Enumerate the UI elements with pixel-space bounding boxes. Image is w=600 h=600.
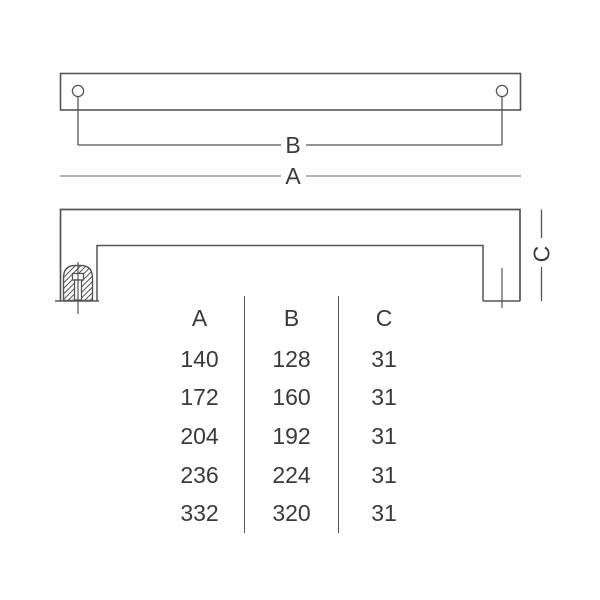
handle-inner-contour <box>97 246 483 302</box>
table-header-a: A <box>191 304 208 331</box>
dimension-a-label: A <box>285 163 301 189</box>
table-cell: 320 <box>272 500 311 527</box>
table-column-b <box>244 296 339 533</box>
table-cell: 204 <box>180 422 219 449</box>
dimension-a <box>60 163 521 189</box>
table-column-a <box>155 296 244 533</box>
dimension-b <box>78 132 502 158</box>
table-cell: 128 <box>272 345 311 372</box>
table-cell: 31 <box>371 384 397 411</box>
dimensions-table <box>155 296 429 533</box>
table-cell: 31 <box>371 461 397 488</box>
table-cell: 172 <box>180 384 219 411</box>
table-header-c: C <box>375 304 393 331</box>
table-cell: 332 <box>180 500 219 527</box>
dimension-c <box>529 210 555 302</box>
table-cell: 31 <box>371 500 397 527</box>
table-column-c <box>339 296 429 533</box>
table-cell: 236 <box>180 461 219 488</box>
table-header-b: B <box>283 304 300 331</box>
table-cell: 140 <box>180 345 219 372</box>
table-cell: 192 <box>272 422 311 449</box>
table-cell: 224 <box>272 461 311 488</box>
dimension-c-label: C <box>528 245 555 263</box>
table-cell: 31 <box>371 422 397 449</box>
table-cell: 31 <box>371 345 397 372</box>
handle-outer-contour <box>61 210 521 302</box>
table-cell: 160 <box>272 384 311 411</box>
handle-top-view-body <box>61 74 521 111</box>
dimension-b-label: B <box>285 132 301 158</box>
